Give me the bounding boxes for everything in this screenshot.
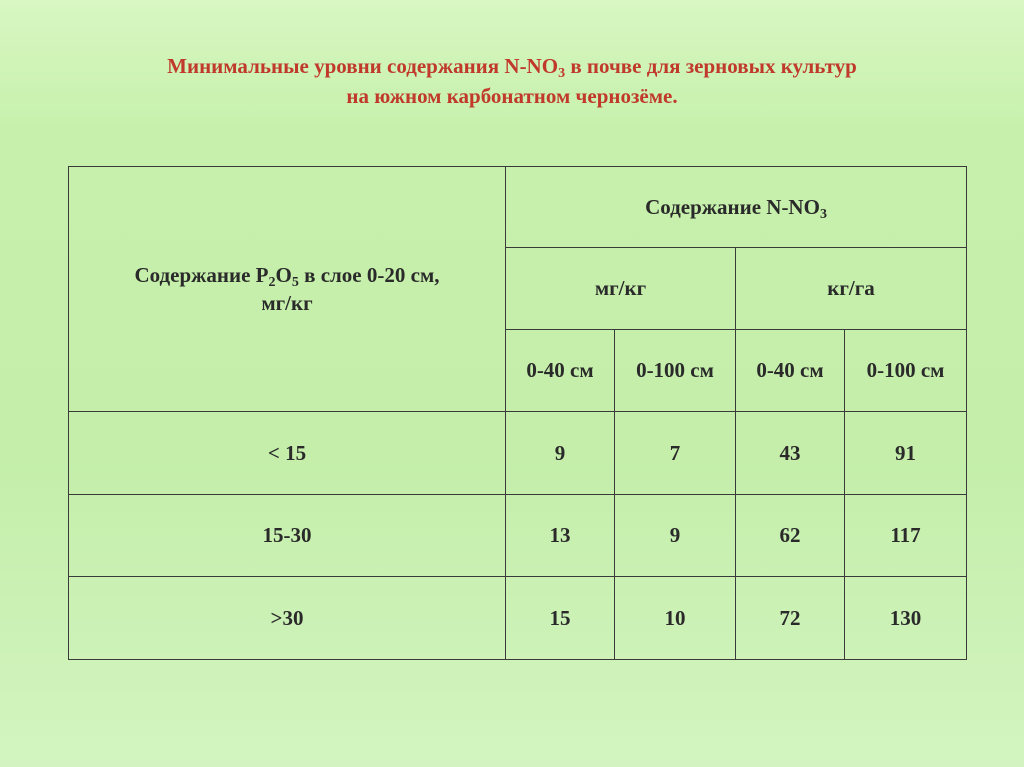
row-header-text: Содержание P <box>134 263 269 287</box>
table-cell: 91 <box>845 412 967 495</box>
depth-header: 0-40 см <box>506 330 615 412</box>
table-cell: 10 <box>615 577 736 660</box>
row-label: 15-30 <box>69 495 506 577</box>
nitrate-levels-table <box>68 166 967 660</box>
row-header-text-2: O <box>275 263 292 287</box>
unit-header-kg-ha: кг/га <box>736 248 967 330</box>
table-cell: 43 <box>736 412 845 495</box>
row-header-cell <box>69 167 506 412</box>
row-header-unit: мг/кг <box>261 291 313 315</box>
row-label: >30 <box>69 577 506 660</box>
title-line-1 <box>0 51 1024 81</box>
depth-header: 0-100 см <box>845 330 967 412</box>
header-row-1 <box>69 167 967 248</box>
row-label: < 15 <box>69 412 506 495</box>
title-line-1-text: Минимальные уровни содержания N-NO <box>167 54 559 78</box>
table-row <box>69 495 967 577</box>
title-subscript: 3 <box>558 66 566 81</box>
table-cell: 7 <box>615 412 736 495</box>
table-cell: 130 <box>845 577 967 660</box>
table-cell: 9 <box>506 412 615 495</box>
table-cell: 13 <box>506 495 615 577</box>
slide-title <box>0 51 1024 111</box>
table-cell: 62 <box>736 495 845 577</box>
table-row <box>69 412 967 495</box>
row-header-text-3: в слое 0-20 см, <box>298 263 440 287</box>
group-header-cell <box>506 167 967 248</box>
unit-header-mg-kg: мг/кг <box>506 248 736 330</box>
table-cell: 72 <box>736 577 845 660</box>
table-cell: 117 <box>845 495 967 577</box>
depth-header: 0-40 см <box>736 330 845 412</box>
depth-header: 0-100 см <box>615 330 736 412</box>
group-header-text: Содержание N-NO <box>645 194 820 219</box>
table-row <box>69 577 967 660</box>
row-header-sub-2: 5 <box>291 275 299 290</box>
title-line-1-text-end: в почве для зерновых культур <box>565 54 857 78</box>
title-line-2: на южном карбонатном чернозёме. <box>346 84 678 108</box>
group-header-sub: 3 <box>819 206 827 222</box>
table-cell: 15 <box>506 577 615 660</box>
table-cell: 9 <box>615 495 736 577</box>
row-header-sub-1: 2 <box>268 275 276 290</box>
